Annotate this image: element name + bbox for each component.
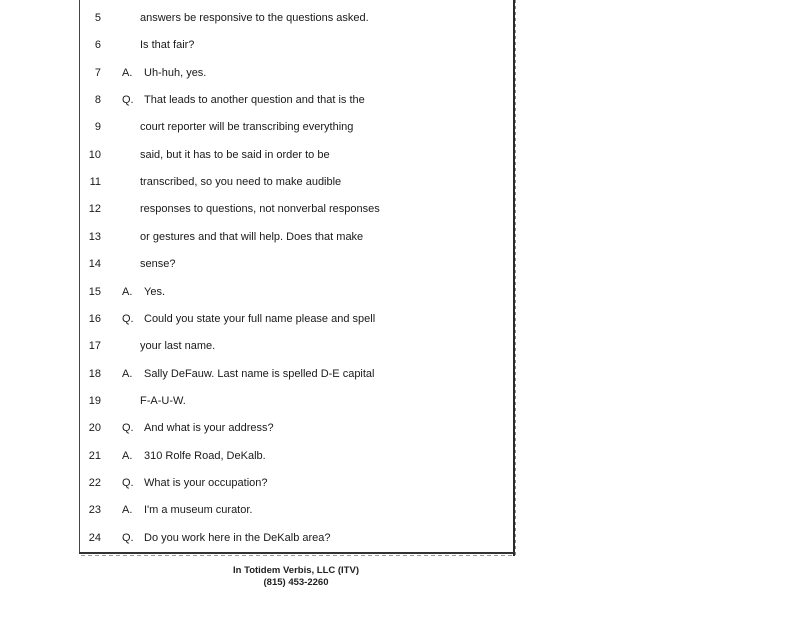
- page-border-bottom: [79, 552, 515, 554]
- transcript-line: [0, 501, 510, 519]
- transcript-line: [0, 392, 510, 410]
- transcript-line: [0, 529, 510, 547]
- transcript-line: [0, 365, 510, 383]
- line-text: your last name.: [140, 340, 216, 353]
- speaker-label: Q.: [122, 422, 134, 435]
- line-text: court reporter will be transcribing everything: [140, 121, 354, 134]
- line-text: sense?: [140, 258, 176, 271]
- line-number: 11: [89, 176, 101, 189]
- line-text: Do you work here in the DeKalb area?: [144, 531, 331, 544]
- speaker-label: Q.: [122, 476, 134, 489]
- line-text: Could you state your full name please and spell: [144, 312, 376, 325]
- transcript-line: [0, 419, 510, 437]
- line-number: 13: [88, 230, 101, 243]
- transcript-line: [0, 228, 510, 246]
- line-number: 16: [88, 312, 101, 325]
- line-text: transcribed, so you need to make audible: [140, 176, 342, 189]
- line-text: Uh-huh, yes.: [144, 66, 207, 79]
- speaker-label: Q.: [122, 94, 134, 107]
- line-number: 9: [94, 121, 101, 134]
- transcript-line: [0, 173, 510, 191]
- line-number: 23: [88, 504, 101, 517]
- transcript-line: [0, 9, 510, 27]
- transcript-line: [0, 337, 510, 355]
- transcript-line: [0, 91, 510, 109]
- line-text: What is your occupation?: [144, 476, 268, 489]
- line-text: Is that fair?: [140, 39, 195, 52]
- line-number: 7: [94, 66, 101, 79]
- footer-phone: (815) 453-2260: [263, 577, 329, 588]
- line-text: or gestures and that will help. Does that make: [140, 230, 364, 243]
- transcript-line: [0, 146, 510, 164]
- line-text: said, but it has to be said in order to be: [140, 148, 330, 161]
- transcript-line: [0, 118, 510, 136]
- line-text: I'm a museum curator.: [144, 504, 253, 517]
- speaker-label: A.: [122, 285, 133, 298]
- page-border-bottom-shadow: [81, 555, 515, 556]
- transcript-line: [0, 283, 510, 301]
- speaker-label: Q.: [122, 531, 134, 544]
- line-text: Sally DeFauw. Last name is spelled D-E capital: [144, 367, 375, 380]
- transcript-line: [0, 310, 510, 328]
- transcript-line: [0, 36, 510, 54]
- line-number: 6: [94, 39, 101, 52]
- line-number: 22: [88, 476, 101, 489]
- footer-company: In Totidem Verbis, LLC (ITV): [233, 565, 359, 576]
- transcript-line: [0, 64, 510, 82]
- line-text: 310 Rolfe Road, DeKalb.: [144, 449, 266, 462]
- line-number: 10: [88, 148, 101, 161]
- line-number: 8: [94, 94, 101, 107]
- line-text: And what is your address?: [144, 422, 274, 435]
- page-border-left: [79, 0, 80, 553]
- transcript-line: [0, 200, 510, 218]
- speaker-label: A.: [122, 449, 133, 462]
- speaker-label: A.: [122, 367, 133, 380]
- line-text: responses to questions, not nonverbal responses: [140, 203, 380, 216]
- line-text: F-A-U-W.: [140, 394, 186, 407]
- line-number: 5: [94, 12, 101, 24]
- line-text: answers be responsive to the questions asked.: [140, 12, 369, 24]
- transcript-line: [0, 447, 510, 465]
- speaker-label: Q.: [122, 312, 134, 325]
- line-number: 20: [88, 422, 101, 435]
- transcript-line: [0, 474, 510, 492]
- line-text: That leads to another question and that is the: [144, 94, 365, 107]
- line-number: 12: [88, 203, 101, 216]
- line-number: 19: [88, 394, 101, 407]
- line-number: 18: [88, 367, 101, 380]
- line-number: 14: [88, 258, 101, 271]
- transcript-line: [0, 255, 510, 273]
- line-number: 21: [88, 449, 101, 462]
- speaker-label: A.: [122, 504, 133, 517]
- line-number: 24: [88, 531, 101, 544]
- line-text: Yes.: [144, 285, 166, 298]
- line-number: 17: [88, 340, 101, 353]
- line-number: 15: [88, 285, 101, 298]
- page-border-right-shadow: [515, 0, 516, 556]
- speaker-label: A.: [122, 66, 133, 79]
